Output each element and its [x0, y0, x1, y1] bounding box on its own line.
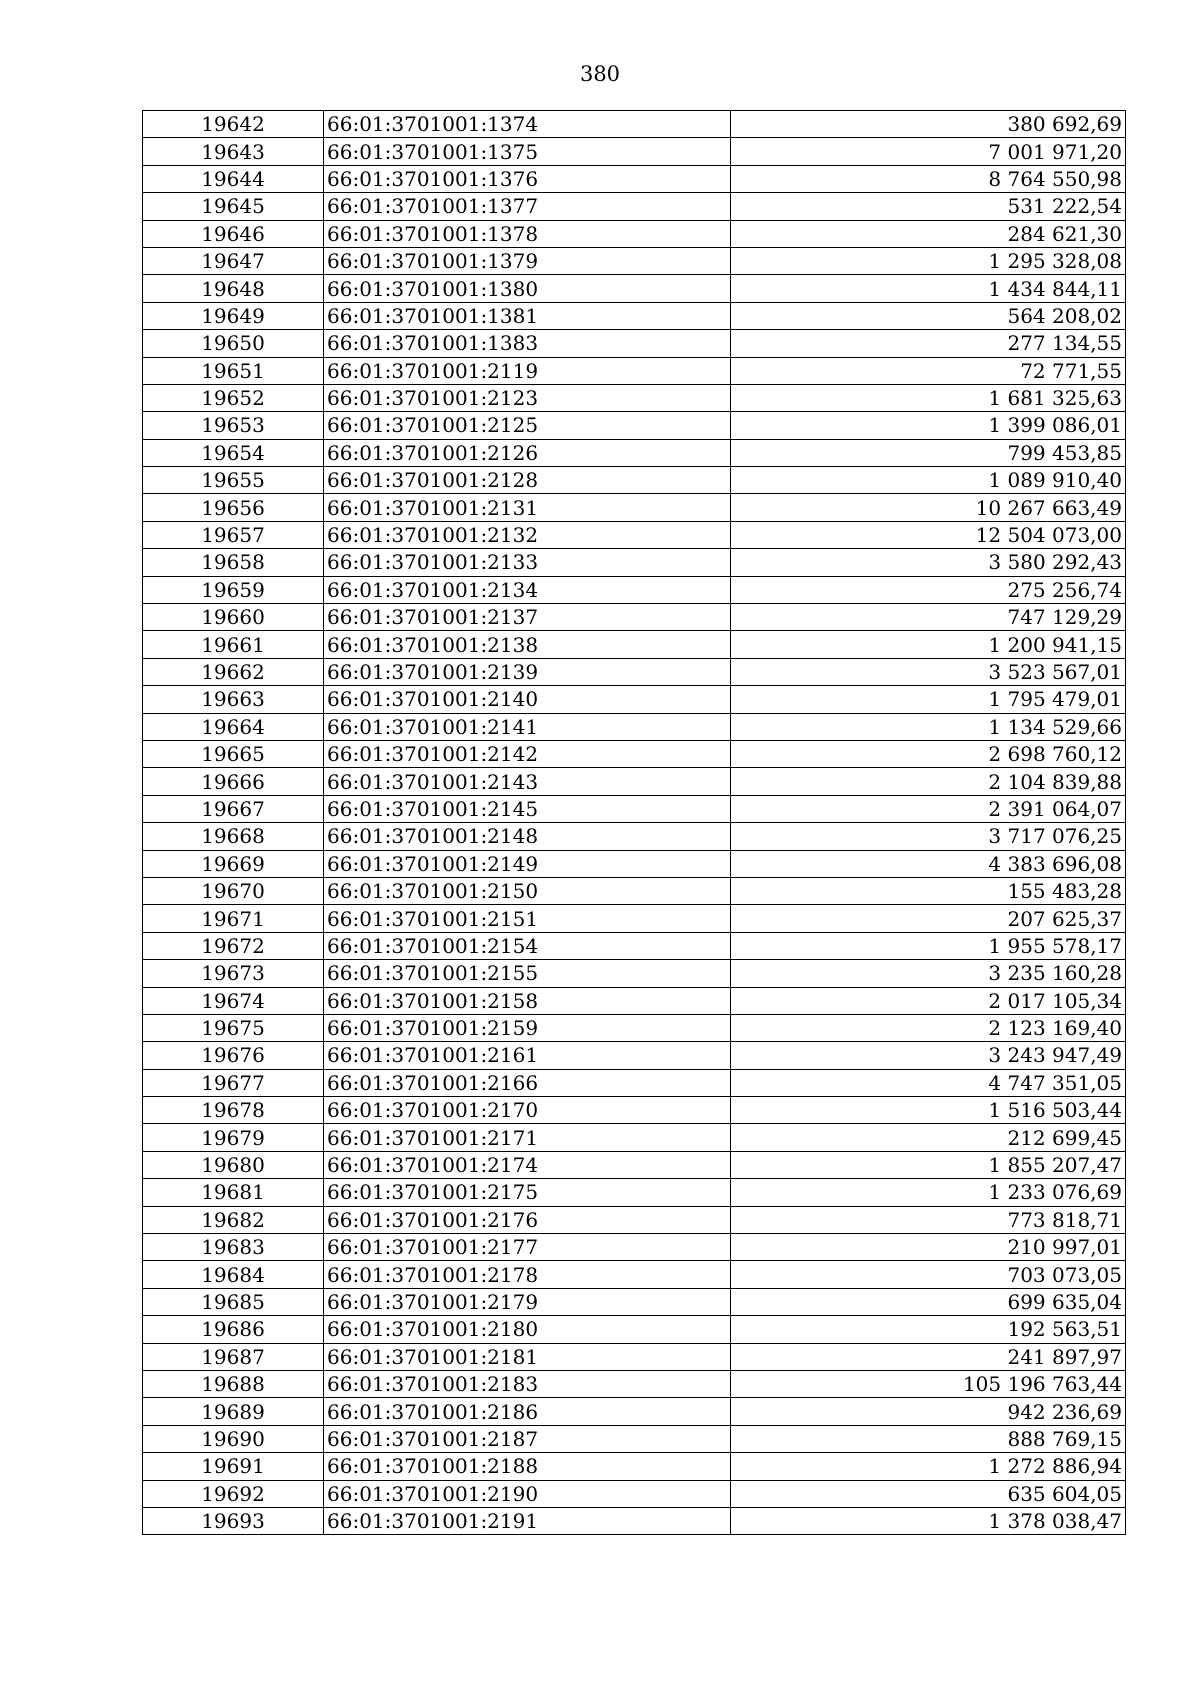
row-number-cell: 19680: [143, 1151, 324, 1178]
cadastral-value-cell: 1 272 886,94: [731, 1453, 1126, 1480]
row-number-cell: 19655: [143, 467, 324, 494]
row-number-cell: 19642: [143, 111, 324, 138]
cadastral-number-cell: 66:01:3701001:1380: [324, 275, 731, 302]
table-row: [143, 823, 1126, 850]
row-number-cell: 19666: [143, 768, 324, 795]
table-row: [143, 1069, 1126, 1096]
table-row: [143, 467, 1126, 494]
cadastral-value-cell: 7 001 971,20: [731, 138, 1126, 165]
table-row: [143, 1480, 1126, 1507]
table-row: [143, 905, 1126, 932]
row-number-cell: 19667: [143, 795, 324, 822]
table-row: [143, 549, 1126, 576]
row-number-cell: 19643: [143, 138, 324, 165]
table-row: [143, 1261, 1126, 1288]
row-number-cell: 19677: [143, 1069, 324, 1096]
row-number-cell: 19658: [143, 549, 324, 576]
row-number-cell: 19646: [143, 220, 324, 247]
table-row: [143, 1425, 1126, 1452]
row-number-cell: 19662: [143, 658, 324, 685]
table-row: [143, 932, 1126, 959]
row-number-cell: 19644: [143, 165, 324, 192]
cadastral-value-cell: 564 208,02: [731, 302, 1126, 329]
cadastral-number-cell: 66:01:3701001:2154: [324, 932, 731, 959]
cadastral-value-cell: 2 698 760,12: [731, 740, 1126, 767]
cadastral-value-cell: 3 243 947,49: [731, 1042, 1126, 1069]
table-row: [143, 713, 1126, 740]
table-row: [143, 357, 1126, 384]
cadastral-value-cell: 3 235 160,28: [731, 960, 1126, 987]
cadastral-value-cell: 2 123 169,40: [731, 1014, 1126, 1041]
cadastral-value-cell: 4 747 351,05: [731, 1069, 1126, 1096]
cadastral-value-cell: 155 483,28: [731, 877, 1126, 904]
table-row: [143, 1343, 1126, 1370]
table-row: [143, 1151, 1126, 1178]
cadastral-value-cell: 1 233 076,69: [731, 1179, 1126, 1206]
row-number-cell: 19686: [143, 1316, 324, 1343]
row-number-cell: 19689: [143, 1398, 324, 1425]
table-row: [143, 795, 1126, 822]
cadastral-number-cell: 66:01:3701001:2183: [324, 1370, 731, 1397]
row-number-cell: 19657: [143, 521, 324, 548]
cadastral-value-cell: 699 635,04: [731, 1288, 1126, 1315]
table-row: [143, 987, 1126, 1014]
cadastral-number-cell: 66:01:3701001:2125: [324, 412, 731, 439]
cadastral-value-cell: 1 681 325,63: [731, 384, 1126, 411]
cadastral-value-cell: 210 997,01: [731, 1234, 1126, 1261]
row-number-cell: 19681: [143, 1179, 324, 1206]
table-body: [143, 111, 1126, 1535]
row-number-cell: 19647: [143, 247, 324, 274]
row-number-cell: 19684: [143, 1261, 324, 1288]
row-number-cell: 19649: [143, 302, 324, 329]
cadastral-number-cell: 66:01:3701001:2140: [324, 686, 731, 713]
cadastral-number-cell: 66:01:3701001:2145: [324, 795, 731, 822]
row-number-cell: 19659: [143, 576, 324, 603]
cadastral-value-cell: 72 771,55: [731, 357, 1126, 384]
table-row: [143, 1179, 1126, 1206]
row-number-cell: 19687: [143, 1343, 324, 1370]
cadastral-number-cell: 66:01:3701001:2158: [324, 987, 731, 1014]
table-row: [143, 412, 1126, 439]
table-row: [143, 960, 1126, 987]
table-row: [143, 302, 1126, 329]
row-number-cell: 19668: [143, 823, 324, 850]
table-row: [143, 1014, 1126, 1041]
cadastral-value-cell: 3 580 292,43: [731, 549, 1126, 576]
cadastral-value-cell: 1 200 941,15: [731, 631, 1126, 658]
cadastral-value-cell: 2 104 839,88: [731, 768, 1126, 795]
cadastral-number-cell: 66:01:3701001:2133: [324, 549, 731, 576]
cadastral-value-cell: 773 818,71: [731, 1206, 1126, 1233]
row-number-cell: 19665: [143, 740, 324, 767]
row-number-cell: 19675: [143, 1014, 324, 1041]
table-row: [143, 275, 1126, 302]
row-number-cell: 19645: [143, 193, 324, 220]
cadastral-number-cell: 66:01:3701001:2126: [324, 439, 731, 466]
cadastral-number-cell: 66:01:3701001:2170: [324, 1097, 731, 1124]
cadastral-number-cell: 66:01:3701001:2177: [324, 1234, 731, 1261]
table-row: [143, 384, 1126, 411]
cadastral-number-cell: 66:01:3701001:2178: [324, 1261, 731, 1288]
row-number-cell: 19693: [143, 1507, 324, 1534]
row-number-cell: 19651: [143, 357, 324, 384]
cadastral-number-cell: 66:01:3701001:2180: [324, 1316, 731, 1343]
table-row: [143, 193, 1126, 220]
cadastral-number-cell: 66:01:3701001:2190: [324, 1480, 731, 1507]
cadastral-number-cell: 66:01:3701001:2137: [324, 604, 731, 631]
cadastral-value-cell: 942 236,69: [731, 1398, 1126, 1425]
cadastral-number-cell: 66:01:3701001:2181: [324, 1343, 731, 1370]
cadastral-value-cell: 3 523 567,01: [731, 658, 1126, 685]
cadastral-value-table: [142, 110, 1126, 1535]
cadastral-value-cell: 2 017 105,34: [731, 987, 1126, 1014]
cadastral-value-cell: 799 453,85: [731, 439, 1126, 466]
table-row: [143, 521, 1126, 548]
table-row: [143, 111, 1126, 138]
table-row: [143, 1097, 1126, 1124]
row-number-cell: 19683: [143, 1234, 324, 1261]
cadastral-value-cell: 635 604,05: [731, 1480, 1126, 1507]
row-number-cell: 19664: [143, 713, 324, 740]
cadastral-number-cell: 66:01:3701001:2166: [324, 1069, 731, 1096]
cadastral-number-cell: 66:01:3701001:2175: [324, 1179, 731, 1206]
table-row: [143, 631, 1126, 658]
page-number: 380: [579, 62, 621, 86]
cadastral-value-cell: 192 563,51: [731, 1316, 1126, 1343]
row-number-cell: 19660: [143, 604, 324, 631]
cadastral-value-cell: 1 955 578,17: [731, 932, 1126, 959]
table-row: [143, 247, 1126, 274]
table-row: [143, 1507, 1126, 1534]
cadastral-value-cell: 275 256,74: [731, 576, 1126, 603]
table-row: [143, 604, 1126, 631]
table-row: [143, 220, 1126, 247]
cadastral-value-cell: 105 196 763,44: [731, 1370, 1126, 1397]
cadastral-value-cell: 2 391 064,07: [731, 795, 1126, 822]
table-row: [143, 330, 1126, 357]
table-row: [143, 877, 1126, 904]
cadastral-number-cell: 66:01:3701001:2161: [324, 1042, 731, 1069]
cadastral-number-cell: 66:01:3701001:2131: [324, 494, 731, 521]
table-row: [143, 1398, 1126, 1425]
cadastral-number-cell: 66:01:3701001:1376: [324, 165, 731, 192]
cadastral-number-cell: 66:01:3701001:2174: [324, 1151, 731, 1178]
cadastral-value-cell: 277 134,55: [731, 330, 1126, 357]
cadastral-value-cell: 4 383 696,08: [731, 850, 1126, 877]
row-number-cell: 19674: [143, 987, 324, 1014]
cadastral-value-cell: 1 089 910,40: [731, 467, 1126, 494]
cadastral-number-cell: 66:01:3701001:2179: [324, 1288, 731, 1315]
row-number-cell: 19661: [143, 631, 324, 658]
cadastral-number-cell: 66:01:3701001:2148: [324, 823, 731, 850]
table-row: [143, 850, 1126, 877]
table-row: [143, 1234, 1126, 1261]
table-row: [143, 165, 1126, 192]
cadastral-number-cell: 66:01:3701001:2123: [324, 384, 731, 411]
table-row: [143, 1288, 1126, 1315]
cadastral-number-cell: 66:01:3701001:2155: [324, 960, 731, 987]
table-row: [143, 740, 1126, 767]
table-row: [143, 1206, 1126, 1233]
cadastral-number-cell: 66:01:3701001:2149: [324, 850, 731, 877]
cadastral-number-cell: 66:01:3701001:1378: [324, 220, 731, 247]
table-row: [143, 1370, 1126, 1397]
table-row: [143, 1316, 1126, 1343]
cadastral-value-cell: 888 769,15: [731, 1425, 1126, 1452]
cadastral-value-cell: 3 717 076,25: [731, 823, 1126, 850]
cadastral-value-cell: 1 134 529,66: [731, 713, 1126, 740]
row-number-cell: 19688: [143, 1370, 324, 1397]
cadastral-number-cell: 66:01:3701001:2128: [324, 467, 731, 494]
table-row: [143, 439, 1126, 466]
row-number-cell: 19672: [143, 932, 324, 959]
row-number-cell: 19671: [143, 905, 324, 932]
cadastral-number-cell: 66:01:3701001:2171: [324, 1124, 731, 1151]
row-number-cell: 19679: [143, 1124, 324, 1151]
cadastral-number-cell: 66:01:3701001:2143: [324, 768, 731, 795]
cadastral-value-cell: 241 897,97: [731, 1343, 1126, 1370]
cadastral-value-cell: 1 795 479,01: [731, 686, 1126, 713]
table-row: [143, 138, 1126, 165]
table-row: [143, 658, 1126, 685]
row-number-cell: 19663: [143, 686, 324, 713]
cadastral-number-cell: 66:01:3701001:1375: [324, 138, 731, 165]
cadastral-value-cell: 380 692,69: [731, 111, 1126, 138]
cadastral-value-cell: 703 073,05: [731, 1261, 1126, 1288]
row-number-cell: 19690: [143, 1425, 324, 1452]
cadastral-value-cell: 1 295 328,08: [731, 247, 1126, 274]
cadastral-value-cell: 1 378 038,47: [731, 1507, 1126, 1534]
cadastral-number-cell: 66:01:3701001:2159: [324, 1014, 731, 1041]
table-row: [143, 686, 1126, 713]
cadastral-number-cell: 66:01:3701001:2139: [324, 658, 731, 685]
table-row: [143, 494, 1126, 521]
table-row: [143, 1453, 1126, 1480]
cadastral-number-cell: 66:01:3701001:2138: [324, 631, 731, 658]
table-row: [143, 768, 1126, 795]
row-number-cell: 19652: [143, 384, 324, 411]
cadastral-value-cell: 531 222,54: [731, 193, 1126, 220]
row-number-cell: 19676: [143, 1042, 324, 1069]
row-number-cell: 19670: [143, 877, 324, 904]
table-row: [143, 1042, 1126, 1069]
table-row: [143, 1124, 1126, 1151]
cadastral-number-cell: 66:01:3701001:1381: [324, 302, 731, 329]
row-number-cell: 19648: [143, 275, 324, 302]
cadastral-number-cell: 66:01:3701001:2134: [324, 576, 731, 603]
cadastral-value-cell: 1 434 844,11: [731, 275, 1126, 302]
cadastral-value-cell: 8 764 550,98: [731, 165, 1126, 192]
cadastral-number-cell: 66:01:3701001:2187: [324, 1425, 731, 1452]
cadastral-number-cell: 66:01:3701001:2151: [324, 905, 731, 932]
row-number-cell: 19653: [143, 412, 324, 439]
cadastral-number-cell: 66:01:3701001:2132: [324, 521, 731, 548]
cadastral-value-cell: 207 625,37: [731, 905, 1126, 932]
cadastral-value-cell: 10 267 663,49: [731, 494, 1126, 521]
cadastral-value-cell: 12 504 073,00: [731, 521, 1126, 548]
row-number-cell: 19673: [143, 960, 324, 987]
row-number-cell: 19682: [143, 1206, 324, 1233]
cadastral-number-cell: 66:01:3701001:2142: [324, 740, 731, 767]
cadastral-number-cell: 66:01:3701001:2191: [324, 1507, 731, 1534]
cadastral-number-cell: 66:01:3701001:2119: [324, 357, 731, 384]
cadastral-number-cell: 66:01:3701001:2176: [324, 1206, 731, 1233]
cadastral-value-cell: 1 399 086,01: [731, 412, 1126, 439]
cadastral-number-cell: 66:01:3701001:2150: [324, 877, 731, 904]
row-number-cell: 19656: [143, 494, 324, 521]
cadastral-number-cell: 66:01:3701001:2188: [324, 1453, 731, 1480]
row-number-cell: 19691: [143, 1453, 324, 1480]
cadastral-number-cell: 66:01:3701001:2141: [324, 713, 731, 740]
cadastral-number-cell: 66:01:3701001:2186: [324, 1398, 731, 1425]
row-number-cell: 19669: [143, 850, 324, 877]
cadastral-value-cell: 212 699,45: [731, 1124, 1126, 1151]
cadastral-value-cell: 1 516 503,44: [731, 1097, 1126, 1124]
cadastral-number-cell: 66:01:3701001:1379: [324, 247, 731, 274]
table-row: [143, 576, 1126, 603]
cadastral-value-cell: 1 855 207,47: [731, 1151, 1126, 1178]
cadastral-value-cell: 747 129,29: [731, 604, 1126, 631]
cadastral-number-cell: 66:01:3701001:1374: [324, 111, 731, 138]
row-number-cell: 19685: [143, 1288, 324, 1315]
row-number-cell: 19678: [143, 1097, 324, 1124]
cadastral-number-cell: 66:01:3701001:1377: [324, 193, 731, 220]
row-number-cell: 19692: [143, 1480, 324, 1507]
cadastral-value-cell: 284 621,30: [731, 220, 1126, 247]
row-number-cell: 19654: [143, 439, 324, 466]
cadastral-number-cell: 66:01:3701001:1383: [324, 330, 731, 357]
row-number-cell: 19650: [143, 330, 324, 357]
